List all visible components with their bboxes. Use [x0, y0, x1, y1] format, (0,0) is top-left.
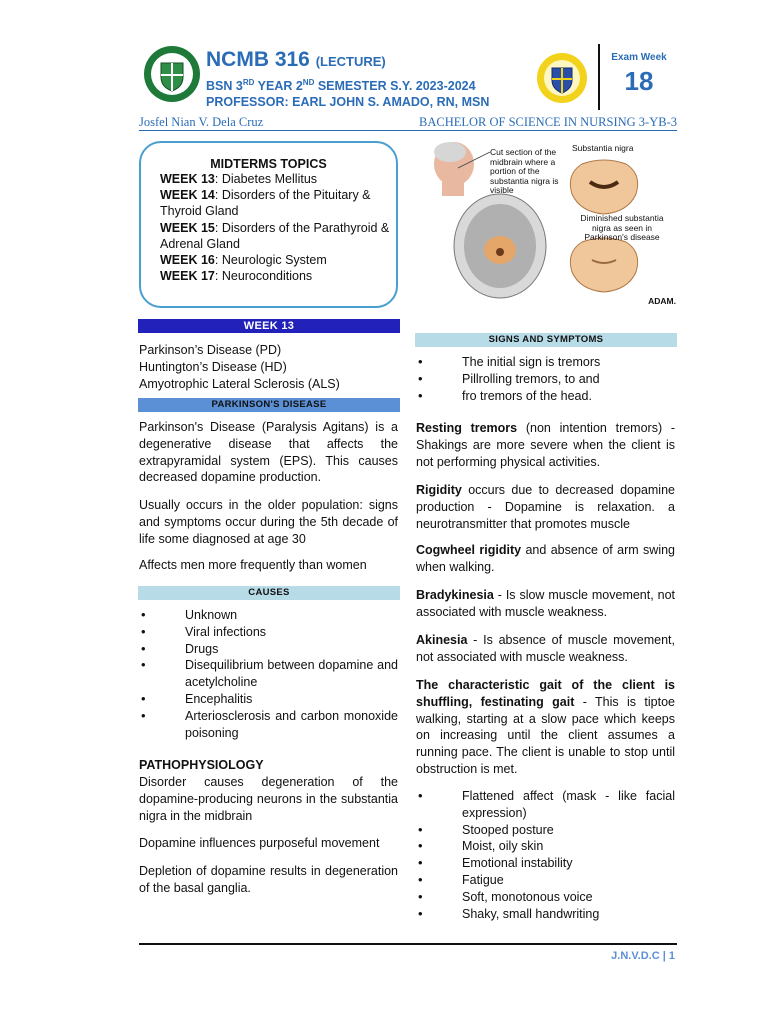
midbrain-figure — [420, 138, 678, 308]
signs-list-1 — [416, 354, 675, 404]
sign-item: • Flattened affect (mask - like facial expression) — [416, 788, 675, 822]
cause-item: • Encephalitis — [139, 691, 398, 708]
pd-paragraph-3: Affects men more frequently than women — [139, 558, 367, 572]
year-semester-line: BSN 3RD YEAR 2ND SEMESTER S.Y. 2023-2024 — [206, 78, 476, 94]
midterm-item: WEEK 15: Disorders of the Parathyroid & Adrenal Gland — [160, 220, 390, 251]
patho-paragraph-1: Disorder causes degeneration of the dopamine-producing neurons in the substantia nigra in the midbrain — [139, 775, 398, 823]
professor-line: PROFESSOR: EARL JOHN S. AMADO, RN, MSN — [206, 95, 490, 109]
cause-item: • Disequilibrium between dopamine and acetylcholine — [139, 657, 398, 691]
akinesia: Akinesia - Is absence of muscle movement, not associated with muscle weakness. — [416, 633, 675, 664]
cause-item: • Arteriosclerosis and carbon monoxide poisoning — [139, 708, 398, 742]
exam-week-number: 18 — [624, 66, 654, 96]
midterms-title: MIDTERMS TOPICS — [210, 157, 327, 171]
week13-line: Amyotrophic Lateral Sclerosis (ALS) — [139, 376, 340, 391]
exam-divider — [598, 44, 600, 110]
week13-bar: WEEK 13 — [138, 319, 400, 333]
footer-page-label: J.N.V.D.C | 1 — [611, 950, 675, 962]
exam-week-label: Exam Week — [611, 52, 667, 63]
midterm-item: WEEK 14: Disorders of the Pituitary & Thyroid Gland — [160, 188, 371, 219]
student-name: Josfel Nian V. Dela Cruz — [139, 115, 264, 129]
pd-bar: PARKINSON'S DISEASE — [138, 398, 400, 412]
midterm-item: WEEK 16: Neurologic System — [160, 253, 327, 268]
pd-paragraph-2: Usually occurs in the older population: signs and symptoms occur during the 5th decade of life some diagnosed at age 30 — [139, 498, 398, 546]
cogwheel-rigidity: Cogwheel rigidity and absence of arm swing when walking. — [416, 543, 676, 574]
pd-paragraph-1: Parkinson's Disease (Paralysis Agitans) is a degenerative disease that affects the extrapyramidal system (EPS). This causes decreased dopamine production. — [139, 420, 398, 485]
footer-initials: J.N.V.D.C — [611, 950, 660, 962]
footer-divider — [139, 943, 677, 945]
page-number: 1 — [668, 950, 675, 962]
sign-item: • Shaky, small handwriting — [416, 906, 675, 923]
course-title — [206, 48, 386, 72]
midterm-item: WEEK 13: Diabetes Mellitus — [160, 172, 318, 186]
patho-paragraph-3: Depletion of dopamine results in degeneration of the basal ganglia. — [139, 864, 398, 895]
sign-item: • fro tremors of the head. — [416, 388, 675, 405]
sign-item: • Soft, monotonous voice — [416, 889, 675, 906]
sign-item: • Stooped posture — [416, 822, 675, 839]
sign-item: • Pillrolling tremors, to and — [416, 371, 675, 388]
rigidity: Rigidity occurs due to decreased dopamine production - Dopamine is relaxation. a neurotransmitter that promotes muscle — [416, 483, 675, 531]
patho-heading: PATHOPHYSIOLOGY — [139, 758, 264, 772]
sign-item: • The initial sign is tremors — [416, 354, 675, 371]
bradykinesia: Bradykinesia - Is slow muscle movement, not associated with muscle weakness. — [416, 588, 675, 619]
patho-paragraph-2: Dopamine influences purposeful movement — [139, 836, 380, 850]
sign-item: • Fatigue — [416, 872, 675, 889]
sign-item: • Emotional instability — [416, 855, 675, 872]
figure-label-substantia: Substantia nigra — [572, 143, 634, 153]
course-code: NCMB 316 — [206, 48, 310, 71]
week13-line: Parkinson’s Disease (PD) — [139, 343, 282, 357]
week13-line: Huntington’s Disease (HD) — [139, 359, 287, 374]
course-type: (LECTURE) — [315, 54, 386, 69]
causes-list — [139, 607, 398, 741]
figure-label-diminished: Diminished substantia nigra as seen in Parkinson's disease — [580, 213, 664, 242]
figure-label-cut: Cut section of the midbrain where a portion of the substantia nigra is visible — [490, 147, 559, 195]
signs-list-2 — [416, 788, 675, 922]
school-seal-logo — [143, 45, 201, 103]
cause-item: • Viral infections — [139, 624, 398, 641]
midterms-list — [160, 171, 392, 284]
signs-bar: SIGNS AND SYMPTOMS — [415, 333, 677, 347]
nursing-seal-logo — [536, 52, 588, 104]
header-divider — [139, 130, 677, 131]
program-name: BACHELOR OF SCIENCE IN NURSING 3-YB-3 — [419, 115, 677, 129]
resting-tremors: Resting tremors (non intention tremors) - Shakings are more severe when the client is not performing physical activities. — [416, 421, 676, 469]
sign-item: • Moist, oily skin — [416, 838, 675, 855]
figure-brand: ADAM. — [648, 296, 676, 306]
week13-list — [139, 342, 398, 392]
midterm-item: WEEK 17: Neuroconditions — [160, 269, 313, 284]
cause-item: • Drugs — [139, 641, 398, 658]
causes-bar: CAUSES — [138, 586, 400, 600]
characteristic-gait: The characteristic gait of the client is shuffling, festinating gait - This is tiptoe walking, starting at a slow pace which keeps on increasing until the client assumes a running pace. The client is unable to stop until obstruction is met. — [416, 678, 675, 776]
cause-item: • Unknown — [139, 607, 398, 624]
